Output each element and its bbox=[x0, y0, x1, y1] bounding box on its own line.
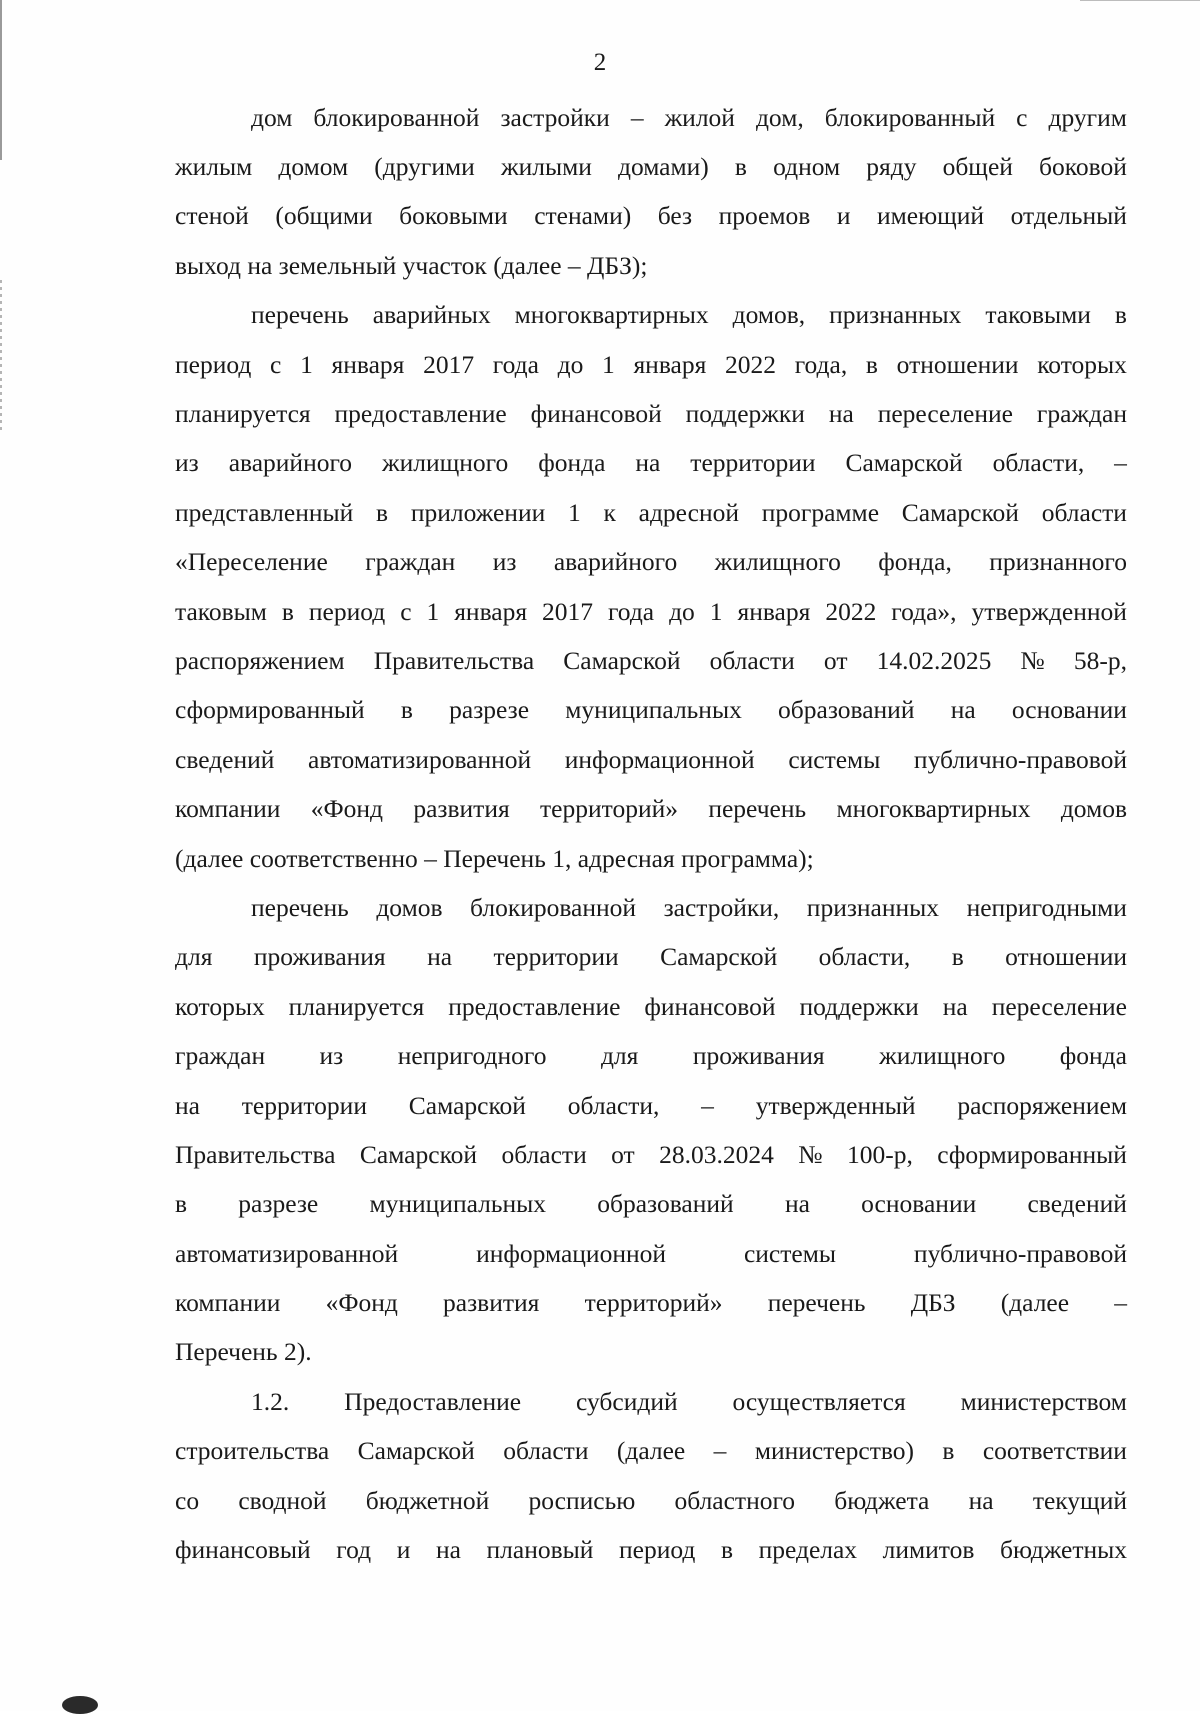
word: программе bbox=[761, 497, 880, 527]
word: 2017 bbox=[423, 349, 475, 379]
text-line bbox=[175, 636, 1127, 685]
text-line bbox=[175, 439, 1127, 488]
word: на bbox=[435, 1535, 461, 1565]
word: застройки bbox=[500, 102, 610, 132]
word: системы bbox=[788, 744, 881, 774]
word: – bbox=[1114, 448, 1127, 478]
word: области bbox=[503, 1436, 589, 1466]
word: к bbox=[603, 497, 616, 527]
word: образований bbox=[597, 1189, 734, 1219]
word: таковым bbox=[175, 596, 267, 626]
word: имеющий bbox=[876, 201, 985, 231]
text-line-content: выход на земельный участок (далее – ДБЗ); bbox=[175, 250, 648, 280]
word: (общими bbox=[275, 201, 373, 231]
word: «Фонд bbox=[310, 794, 384, 824]
word: признанных bbox=[829, 300, 962, 330]
word: граждан bbox=[365, 547, 456, 577]
word: жилищного bbox=[879, 1041, 1006, 1071]
word: Правительства bbox=[373, 645, 535, 675]
word: многоквартирных bbox=[836, 794, 1031, 824]
word: января bbox=[737, 596, 811, 626]
text-line bbox=[175, 1427, 1127, 1476]
word: на bbox=[968, 1485, 994, 1515]
word: 1.2. bbox=[251, 1386, 290, 1416]
word: плановый bbox=[486, 1535, 594, 1565]
word: субсидий bbox=[576, 1386, 678, 1416]
word: Самарской bbox=[359, 1139, 478, 1169]
word: в bbox=[400, 695, 413, 725]
text-line bbox=[175, 1180, 1127, 1229]
word: утвержденный bbox=[755, 1090, 916, 1120]
word: 58-р, bbox=[1073, 645, 1127, 675]
word: министерство) bbox=[754, 1436, 914, 1466]
page-number: 2 bbox=[593, 49, 607, 76]
word: многоквартирных bbox=[514, 300, 709, 330]
word: для bbox=[175, 942, 213, 972]
word: сводной bbox=[238, 1485, 327, 1515]
word: отдельный bbox=[1010, 201, 1127, 231]
word: 1 bbox=[300, 349, 313, 379]
word: территории bbox=[690, 448, 816, 478]
word: Самарской bbox=[845, 448, 963, 478]
word: развития bbox=[443, 1288, 540, 1318]
word: года», bbox=[891, 596, 957, 626]
word: муниципальных bbox=[565, 695, 742, 725]
word: территории bbox=[241, 1090, 367, 1120]
text-line bbox=[175, 834, 1127, 883]
word: Правительства bbox=[175, 1139, 336, 1169]
text-line bbox=[175, 389, 1127, 438]
word: перечень bbox=[767, 1288, 866, 1318]
word: бюджетной bbox=[365, 1485, 490, 1515]
word: Самарской bbox=[901, 497, 1019, 527]
word: переселение bbox=[991, 991, 1127, 1021]
word: – bbox=[1114, 1288, 1127, 1318]
word: сформированный bbox=[937, 1139, 1127, 1169]
text-line bbox=[175, 933, 1127, 982]
word: «Переселение bbox=[175, 547, 328, 577]
word: от bbox=[823, 645, 848, 675]
text-line bbox=[175, 340, 1127, 389]
word: 1 bbox=[602, 349, 615, 379]
word: на bbox=[175, 1090, 200, 1120]
word: стенами) bbox=[534, 201, 632, 231]
word: бюджетных bbox=[1000, 1535, 1127, 1565]
word: непригодного bbox=[397, 1041, 547, 1071]
text-line-content: Перечень 2). bbox=[175, 1337, 312, 1367]
word: года, bbox=[794, 349, 848, 379]
text-line bbox=[175, 192, 1127, 241]
word: стеной bbox=[175, 201, 249, 231]
word: сведений bbox=[175, 744, 275, 774]
word: с bbox=[1016, 102, 1028, 132]
word: утвержденной bbox=[971, 596, 1127, 626]
word: жилищного bbox=[382, 448, 509, 478]
word: территорий» bbox=[540, 794, 678, 824]
word: застройки, bbox=[663, 892, 780, 922]
word: развития bbox=[413, 794, 510, 824]
word: соответствии bbox=[982, 1436, 1127, 1466]
word: из bbox=[492, 547, 517, 577]
word: (другими bbox=[374, 152, 475, 182]
word: представленный bbox=[175, 497, 354, 527]
word: переселение bbox=[877, 399, 1013, 429]
word: год bbox=[336, 1535, 372, 1565]
word: 28.03.2024 bbox=[659, 1139, 774, 1169]
word: распоряжением bbox=[957, 1090, 1127, 1120]
word: блокированной bbox=[470, 892, 637, 922]
word: области, bbox=[992, 448, 1085, 478]
word: министерством bbox=[960, 1386, 1127, 1416]
word: признанного bbox=[989, 547, 1127, 577]
word: компании bbox=[175, 1288, 281, 1318]
word: перечень bbox=[251, 300, 349, 330]
word: граждан bbox=[1036, 399, 1127, 429]
word: финансовой bbox=[644, 991, 776, 1021]
word: из bbox=[319, 1041, 344, 1071]
word: на bbox=[942, 991, 968, 1021]
word: которых bbox=[175, 991, 265, 1021]
word: в bbox=[865, 349, 878, 379]
word: до bbox=[669, 596, 695, 626]
word: аварийных bbox=[372, 300, 491, 330]
word: на bbox=[427, 942, 453, 972]
word: образований bbox=[778, 695, 915, 725]
word: ДБЗ bbox=[910, 1288, 956, 1318]
word: перечень bbox=[251, 892, 349, 922]
word: предоставление bbox=[334, 399, 507, 429]
word: боковой bbox=[1039, 152, 1127, 182]
word: осуществляется bbox=[732, 1386, 906, 1416]
text-line bbox=[175, 142, 1127, 191]
word: системы bbox=[743, 1238, 836, 1268]
scan-top-line bbox=[1080, 0, 1200, 1]
word: 1 bbox=[709, 596, 723, 626]
text-line bbox=[175, 1229, 1127, 1278]
word: финансовый bbox=[175, 1535, 311, 1565]
word: домов bbox=[376, 892, 443, 922]
word: в bbox=[720, 1535, 733, 1565]
word: территорий» bbox=[584, 1288, 723, 1318]
word: года bbox=[607, 596, 655, 626]
text-line bbox=[175, 538, 1127, 587]
word: № bbox=[1020, 645, 1045, 675]
word: фонда bbox=[538, 448, 606, 478]
word: одном bbox=[773, 152, 841, 182]
word: приложении bbox=[410, 497, 546, 527]
word: области bbox=[709, 645, 795, 675]
word: от bbox=[611, 1139, 635, 1169]
word: области, bbox=[818, 942, 911, 972]
word: планируется bbox=[288, 991, 425, 1021]
word: на bbox=[635, 448, 661, 478]
word: – bbox=[701, 1090, 714, 1120]
word: до bbox=[557, 349, 584, 379]
word: домами) bbox=[617, 152, 709, 182]
word: 2017 bbox=[542, 596, 594, 626]
word: и bbox=[396, 1535, 411, 1565]
word: на bbox=[828, 399, 854, 429]
word: в bbox=[376, 497, 389, 527]
word: публично-правовой bbox=[913, 744, 1127, 774]
text-line bbox=[175, 784, 1127, 833]
word: поддержки bbox=[799, 991, 919, 1021]
word: в bbox=[734, 152, 747, 182]
word: в bbox=[175, 1189, 188, 1219]
word: жилым bbox=[175, 152, 253, 182]
word: отношении bbox=[1005, 942, 1127, 972]
word: проживания bbox=[253, 942, 386, 972]
word: блокированный bbox=[824, 102, 996, 132]
word: блокированной bbox=[313, 102, 480, 132]
word: Предоставление bbox=[344, 1386, 522, 1416]
word: 1 bbox=[426, 596, 440, 626]
text-line bbox=[175, 93, 1127, 142]
word: Самарской bbox=[660, 942, 778, 972]
word: Самарской bbox=[563, 645, 681, 675]
text-line bbox=[175, 1278, 1127, 1327]
word: отношении bbox=[896, 349, 1019, 379]
word: другим bbox=[1048, 102, 1127, 132]
text-line bbox=[175, 241, 1127, 290]
word: адресной bbox=[638, 497, 739, 527]
word: фонда bbox=[1059, 1041, 1127, 1071]
text-line bbox=[175, 883, 1127, 932]
scan-ink-blot bbox=[62, 1696, 98, 1714]
word: домов bbox=[1060, 794, 1127, 824]
word: в bbox=[1114, 300, 1127, 330]
word: – bbox=[713, 1436, 727, 1466]
word: на bbox=[784, 1189, 810, 1219]
word: (далее bbox=[1000, 1288, 1070, 1318]
text-line bbox=[175, 735, 1127, 784]
word: период bbox=[308, 596, 386, 626]
word: областного bbox=[674, 1485, 796, 1515]
word: домом bbox=[278, 152, 349, 182]
word: автоматизированной bbox=[175, 1238, 399, 1268]
word: дом bbox=[251, 102, 293, 132]
word: разрезе bbox=[238, 1189, 319, 1219]
word: аварийного bbox=[553, 547, 678, 577]
word: проживания bbox=[692, 1041, 825, 1071]
word: муниципальных bbox=[369, 1189, 547, 1219]
word: без bbox=[657, 201, 693, 231]
word: Самарской bbox=[357, 1436, 475, 1466]
word: области bbox=[501, 1139, 587, 1169]
text-line bbox=[175, 1525, 1127, 1574]
word: января bbox=[633, 349, 707, 379]
word: в bbox=[951, 942, 964, 972]
text-line bbox=[175, 488, 1127, 537]
word: основании bbox=[1011, 695, 1127, 725]
text-line bbox=[175, 982, 1127, 1031]
text-line bbox=[175, 1130, 1127, 1179]
word: поддержки bbox=[685, 399, 805, 429]
word: для bbox=[600, 1041, 639, 1071]
word: жилой bbox=[664, 102, 735, 132]
word: января bbox=[331, 349, 405, 379]
word: из bbox=[175, 448, 199, 478]
word: информационной bbox=[476, 1238, 667, 1268]
word: предоставление bbox=[448, 991, 621, 1021]
word: со bbox=[175, 1485, 200, 1515]
text-line bbox=[175, 1081, 1127, 1130]
word: перечень bbox=[708, 794, 807, 824]
text-line bbox=[175, 1377, 1127, 1426]
word: лимитов bbox=[882, 1535, 975, 1565]
text-line bbox=[175, 587, 1127, 636]
word: домов, bbox=[732, 300, 806, 330]
scan-binding-marks bbox=[0, 280, 2, 430]
word: росписью bbox=[528, 1485, 636, 1515]
text-line bbox=[175, 291, 1127, 340]
word: основании bbox=[861, 1189, 977, 1219]
scan-edge-mark bbox=[0, 0, 2, 160]
word: сформированный bbox=[175, 695, 365, 725]
word: на bbox=[950, 695, 976, 725]
body-text bbox=[175, 93, 1127, 1575]
word: 2022 bbox=[825, 596, 877, 626]
word: 14.02.2025 bbox=[876, 645, 992, 675]
word: Самарской bbox=[408, 1090, 526, 1120]
text-line bbox=[175, 1031, 1127, 1080]
word: жилыми bbox=[500, 152, 592, 182]
word: граждан bbox=[175, 1041, 266, 1071]
word: информационной bbox=[564, 744, 755, 774]
word: «Фонд bbox=[325, 1288, 398, 1318]
word: общей bbox=[942, 152, 1013, 182]
word: бюджета bbox=[834, 1485, 930, 1515]
word: компании bbox=[175, 794, 281, 824]
word: области bbox=[1041, 497, 1127, 527]
word: (далее bbox=[616, 1436, 686, 1466]
word: публично-правовой bbox=[913, 1238, 1127, 1268]
word: планируется bbox=[175, 399, 311, 429]
word: 2022 bbox=[725, 349, 777, 379]
word: дом, bbox=[755, 102, 804, 132]
text-line bbox=[175, 1328, 1127, 1377]
text-line bbox=[175, 686, 1127, 735]
word: которых bbox=[1037, 349, 1127, 379]
word: фонда, bbox=[878, 547, 952, 577]
text-line bbox=[175, 1476, 1127, 1525]
word: финансовой bbox=[530, 399, 662, 429]
word: проемов bbox=[718, 201, 811, 231]
word: аварийного bbox=[228, 448, 353, 478]
word: боковыми bbox=[399, 201, 508, 231]
word: жилищного bbox=[714, 547, 841, 577]
word: сведений bbox=[1027, 1189, 1127, 1219]
word: № bbox=[798, 1139, 823, 1169]
word: пределах bbox=[758, 1535, 858, 1565]
word: с bbox=[270, 349, 282, 379]
word: января bbox=[454, 596, 528, 626]
word: признанных bbox=[806, 892, 940, 922]
word: – bbox=[630, 102, 644, 132]
word: строительства bbox=[175, 1436, 330, 1466]
word: ряду bbox=[866, 152, 917, 182]
word: период bbox=[175, 349, 252, 379]
word: 100-р, bbox=[847, 1139, 913, 1169]
word: автоматизированной bbox=[308, 744, 532, 774]
word: распоряжением bbox=[175, 645, 345, 675]
word: разрезе bbox=[449, 695, 530, 725]
word: с bbox=[400, 596, 412, 626]
word: 1 bbox=[568, 497, 581, 527]
word: территории bbox=[493, 942, 619, 972]
text-line-content: (далее соответственно – Перечень 1, адресная программа); bbox=[175, 843, 814, 873]
word: в bbox=[942, 1436, 955, 1466]
word: таковыми bbox=[985, 300, 1091, 330]
word: непригодными bbox=[966, 892, 1127, 922]
word: области, bbox=[567, 1090, 660, 1120]
word: текущий bbox=[1032, 1485, 1127, 1515]
word: и bbox=[836, 201, 851, 231]
word: года bbox=[492, 349, 539, 379]
word: период bbox=[619, 1535, 696, 1565]
word: в bbox=[281, 596, 294, 626]
